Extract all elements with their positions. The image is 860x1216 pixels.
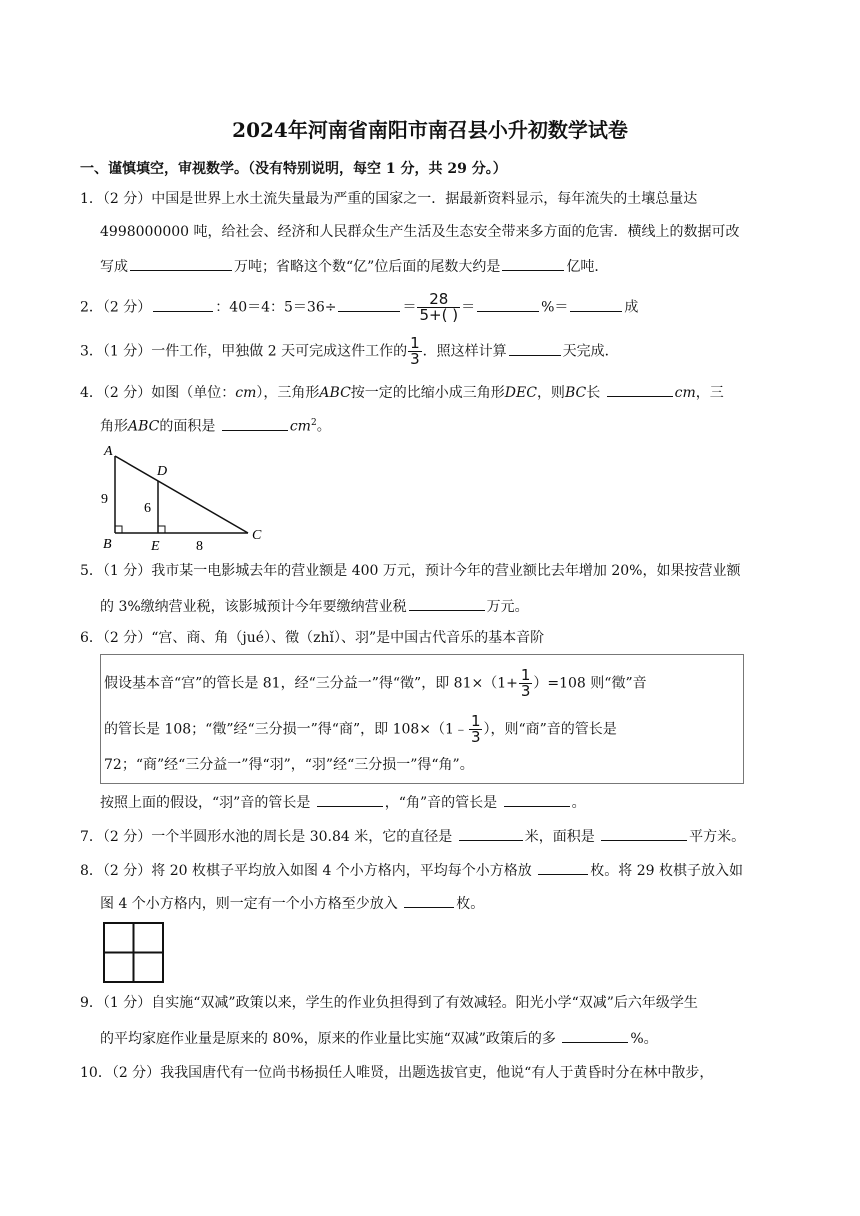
answer-blank[interactable] xyxy=(538,860,588,875)
question-number: 1． xyxy=(80,191,103,207)
answer-blank[interactable] xyxy=(404,893,454,908)
grid-figure xyxy=(103,922,165,984)
answer-blank[interactable] xyxy=(562,1028,628,1043)
answer-blank[interactable] xyxy=(459,826,523,841)
triangle-figure xyxy=(98,440,270,552)
vertex-label: D xyxy=(157,464,168,479)
fraction: $\frac{1}{3}$ xyxy=(410,334,420,368)
question-10: 10．（2 分）我我国唐代有一位尚书杨损任人唯贤，出题选拔官吏，他说“有人于黄昏时分在林中散步， xyxy=(80,1065,714,1081)
question-7: 7．（2 分）一个半圆形水池的周长是 30.84 米，它的直径是 米，面积是 平方米。 xyxy=(80,826,745,846)
answer-blank[interactable] xyxy=(570,297,622,312)
answer-blank[interactable] xyxy=(502,256,564,271)
question-3: 3．（1 分）一件工作，甲独做 2 天可完成这件工作的 $\frac{1}{3}$ ．照这样计算 天完成． xyxy=(80,334,619,368)
fraction: $\frac{28}{5+( )}$ xyxy=(419,290,459,324)
question-2: 2．（2 分） ：40＝4：5＝36÷ ＝ $\frac{28}{5+( )}$ ＝ %＝ 成 xyxy=(80,290,639,324)
answer-blank[interactable] xyxy=(504,792,570,807)
vertex-label: C xyxy=(252,528,262,543)
vertex-label: B xyxy=(103,537,112,552)
answer-blank[interactable] xyxy=(607,382,673,397)
answer-blank[interactable] xyxy=(477,297,539,312)
page-title: 2024年河南省南阳市南召县小升初数学试卷 xyxy=(232,118,628,142)
answer-blank[interactable] xyxy=(317,792,383,807)
length-label: 8 xyxy=(196,539,203,552)
fraction: $\frac{1}{3}$ xyxy=(470,712,481,746)
answer-blank[interactable] xyxy=(130,256,232,271)
fraction: $\frac{1}{3}$ xyxy=(520,666,531,700)
answer-blank[interactable] xyxy=(601,826,687,841)
answer-blank[interactable] xyxy=(222,416,288,431)
answer-blank[interactable] xyxy=(409,596,485,611)
answer-blank[interactable] xyxy=(338,297,400,312)
length-label: 6 xyxy=(144,501,151,516)
vertex-label: A xyxy=(104,444,113,459)
section-heading: 一、谨慎填空，审视数学。（没有特别说明，每空 1 分，共 29 分。） xyxy=(80,161,507,177)
answer-blank[interactable] xyxy=(153,297,213,312)
length-label: 9 xyxy=(101,492,108,507)
answer-blank[interactable] xyxy=(509,341,561,356)
vertex-label: E xyxy=(151,539,160,552)
